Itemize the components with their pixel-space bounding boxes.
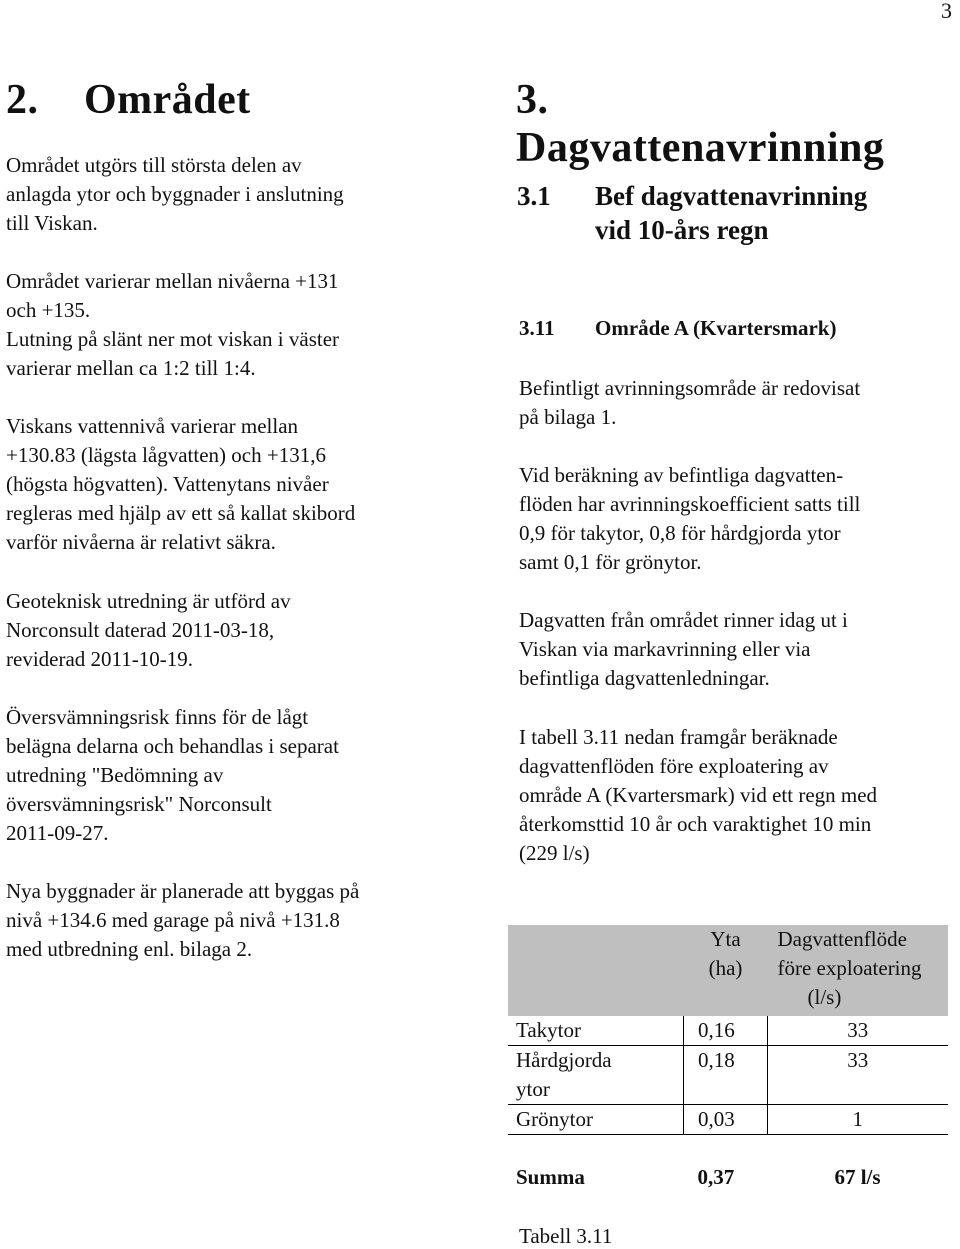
paragraph-geotechnical xyxy=(6,587,291,674)
table-cell: 33 xyxy=(768,1016,948,1046)
paragraph-levels xyxy=(6,267,339,383)
page-number: 3 xyxy=(941,0,952,23)
section-title: Dagvattenavrinning xyxy=(516,125,885,171)
text-line: belägna delarna och behandlas i separat xyxy=(6,734,339,758)
table-spacer-row xyxy=(508,1135,948,1164)
text-line: Geoteknisk utredning är utförd av xyxy=(6,589,291,613)
text-line: och +135. xyxy=(6,298,91,322)
text-line: återkomsttid 10 år och varaktighet 10 min xyxy=(519,812,872,836)
paragraph-flood-risk xyxy=(6,703,339,848)
flow-table xyxy=(508,925,948,1192)
text-line: Lutning på slänt ner mot viskan i väster xyxy=(6,327,340,351)
table-header-cell xyxy=(508,925,684,1016)
text-line: Viskans vattennivå varierar mellan xyxy=(6,414,299,438)
text-line: 0,9 för takytor, 0,8 för hårdgjorda ytor xyxy=(519,521,841,545)
subsection-number: 3.1 xyxy=(517,181,551,211)
paragraph-runoff-coefficients xyxy=(519,461,860,577)
table-cell: 0,16 xyxy=(684,1016,768,1046)
cell-line: ytor xyxy=(516,1077,550,1101)
text-line: Dagvatten från området rinner idag ut i xyxy=(519,608,848,632)
table-row xyxy=(508,1016,948,1046)
text-line: dagvattenflöden före exploatering av xyxy=(519,754,829,778)
text-line: varför nivåerna är relativt säkra. xyxy=(6,530,276,554)
text-line: område A (Kvartersmark) vid ett regn med xyxy=(519,783,878,807)
table-cell: Takytor xyxy=(508,1016,684,1046)
paragraph-stormwater-outflow xyxy=(519,606,848,693)
text-line: Vid beräkning av befintliga dagvatten- xyxy=(519,463,844,487)
table-header-row xyxy=(508,925,948,1016)
table-header-cell xyxy=(684,925,768,1016)
text-line: Området utgörs till största delen av xyxy=(6,153,302,177)
table-header-cell xyxy=(768,925,948,1016)
table-cell: Summa xyxy=(516,1165,585,1189)
text-line: Befintligt avrinningsområde är redovisat xyxy=(519,376,861,400)
paragraph-area-description xyxy=(6,151,344,238)
text-line: (229 l/s) xyxy=(519,841,590,865)
header-line: Yta xyxy=(710,927,741,951)
table-cell: 0,37 xyxy=(697,1165,735,1189)
text-line: flöden har avrinningskoefficient satts till xyxy=(519,492,861,516)
text-line: nivå +134.6 med garage på nivå +131.8 xyxy=(6,908,340,932)
table-cell: 67 l/s xyxy=(834,1165,881,1189)
subsection-number: 3.11 xyxy=(519,316,555,340)
text-line: samt 0,1 för grönytor. xyxy=(519,550,702,574)
text-line: Nya byggnader är planerade att byggas på xyxy=(6,879,360,903)
section-number: 2. xyxy=(6,77,39,123)
subsection-title: Område A (Kvartersmark) xyxy=(595,316,837,340)
paragraph-new-buildings xyxy=(6,877,359,964)
text-line: (högsta högvatten). Vattenytans nivåer xyxy=(6,472,329,496)
table-row xyxy=(508,1105,948,1135)
text-line: Viskan via markavrinning eller via xyxy=(519,637,811,661)
subsection-heading-3-1 xyxy=(517,179,867,247)
text-line: utredning "Bedömning av xyxy=(6,763,224,787)
text-line: Området varierar mellan nivåerna +131 xyxy=(6,269,339,293)
table-caption: Tabell 3.11 xyxy=(519,1224,613,1248)
text-line: anlagda ytor och byggnader i anslutning xyxy=(6,182,344,206)
text-line: reviderad 2011-10-19. xyxy=(6,647,193,671)
section-heading-omradet xyxy=(6,76,251,124)
text-line: regleras med hjälp av ett så kallat skibord xyxy=(6,501,356,525)
text-line: översvämningsrisk" Norconsult xyxy=(6,792,272,816)
header-line: Dagvattenflöde xyxy=(777,927,907,951)
table-row xyxy=(508,1046,948,1105)
table-cell: 33 xyxy=(768,1046,948,1105)
table-cell: 0,18 xyxy=(684,1046,768,1105)
text-line: I tabell 3.11 nedan framgår beräknade xyxy=(519,725,838,749)
header-line: före exploatering xyxy=(777,956,922,980)
text-line: befintliga dagvattenledningar. xyxy=(519,666,770,690)
table-cell: 1 xyxy=(768,1105,948,1135)
paragraph-table-intro xyxy=(519,723,877,868)
paragraph-catchment xyxy=(519,374,860,432)
subsection-title-line2: vid 10-års regn xyxy=(595,215,769,245)
subsection-title: Bef dagvattenavrinning xyxy=(595,181,868,211)
section-number: 3. xyxy=(516,77,549,123)
paragraph-water-level xyxy=(6,412,355,557)
text-line: +130.83 (lägsta lågvatten) och +131,6 xyxy=(6,443,326,467)
text-line: 2011-09-27. xyxy=(6,821,109,845)
table-cell: 0,03 xyxy=(684,1105,768,1135)
subsection-heading-3-11 xyxy=(519,316,836,341)
text-line: med utbredning enl. bilaga 2. xyxy=(6,937,253,961)
text-line: Norconsult daterad 2011-03-18, xyxy=(6,618,275,642)
table-cell: Grönytor xyxy=(508,1105,684,1135)
text-line: Översvämningsrisk finns för de lågt xyxy=(6,705,309,729)
text-line: varierar mellan ca 1:2 till 1:4. xyxy=(6,356,256,380)
section-title: Området xyxy=(84,77,251,123)
header-line: (ha) xyxy=(708,956,743,980)
text-line: på bilaga 1. xyxy=(519,405,617,429)
table-cell xyxy=(508,1046,684,1105)
section-heading-dagvatten xyxy=(516,76,960,172)
table-sum-row xyxy=(508,1163,948,1192)
cell-line: Hårdgjorda xyxy=(516,1048,612,1072)
header-line: (l/s) xyxy=(807,985,842,1009)
text-line: till Viskan. xyxy=(6,211,98,235)
